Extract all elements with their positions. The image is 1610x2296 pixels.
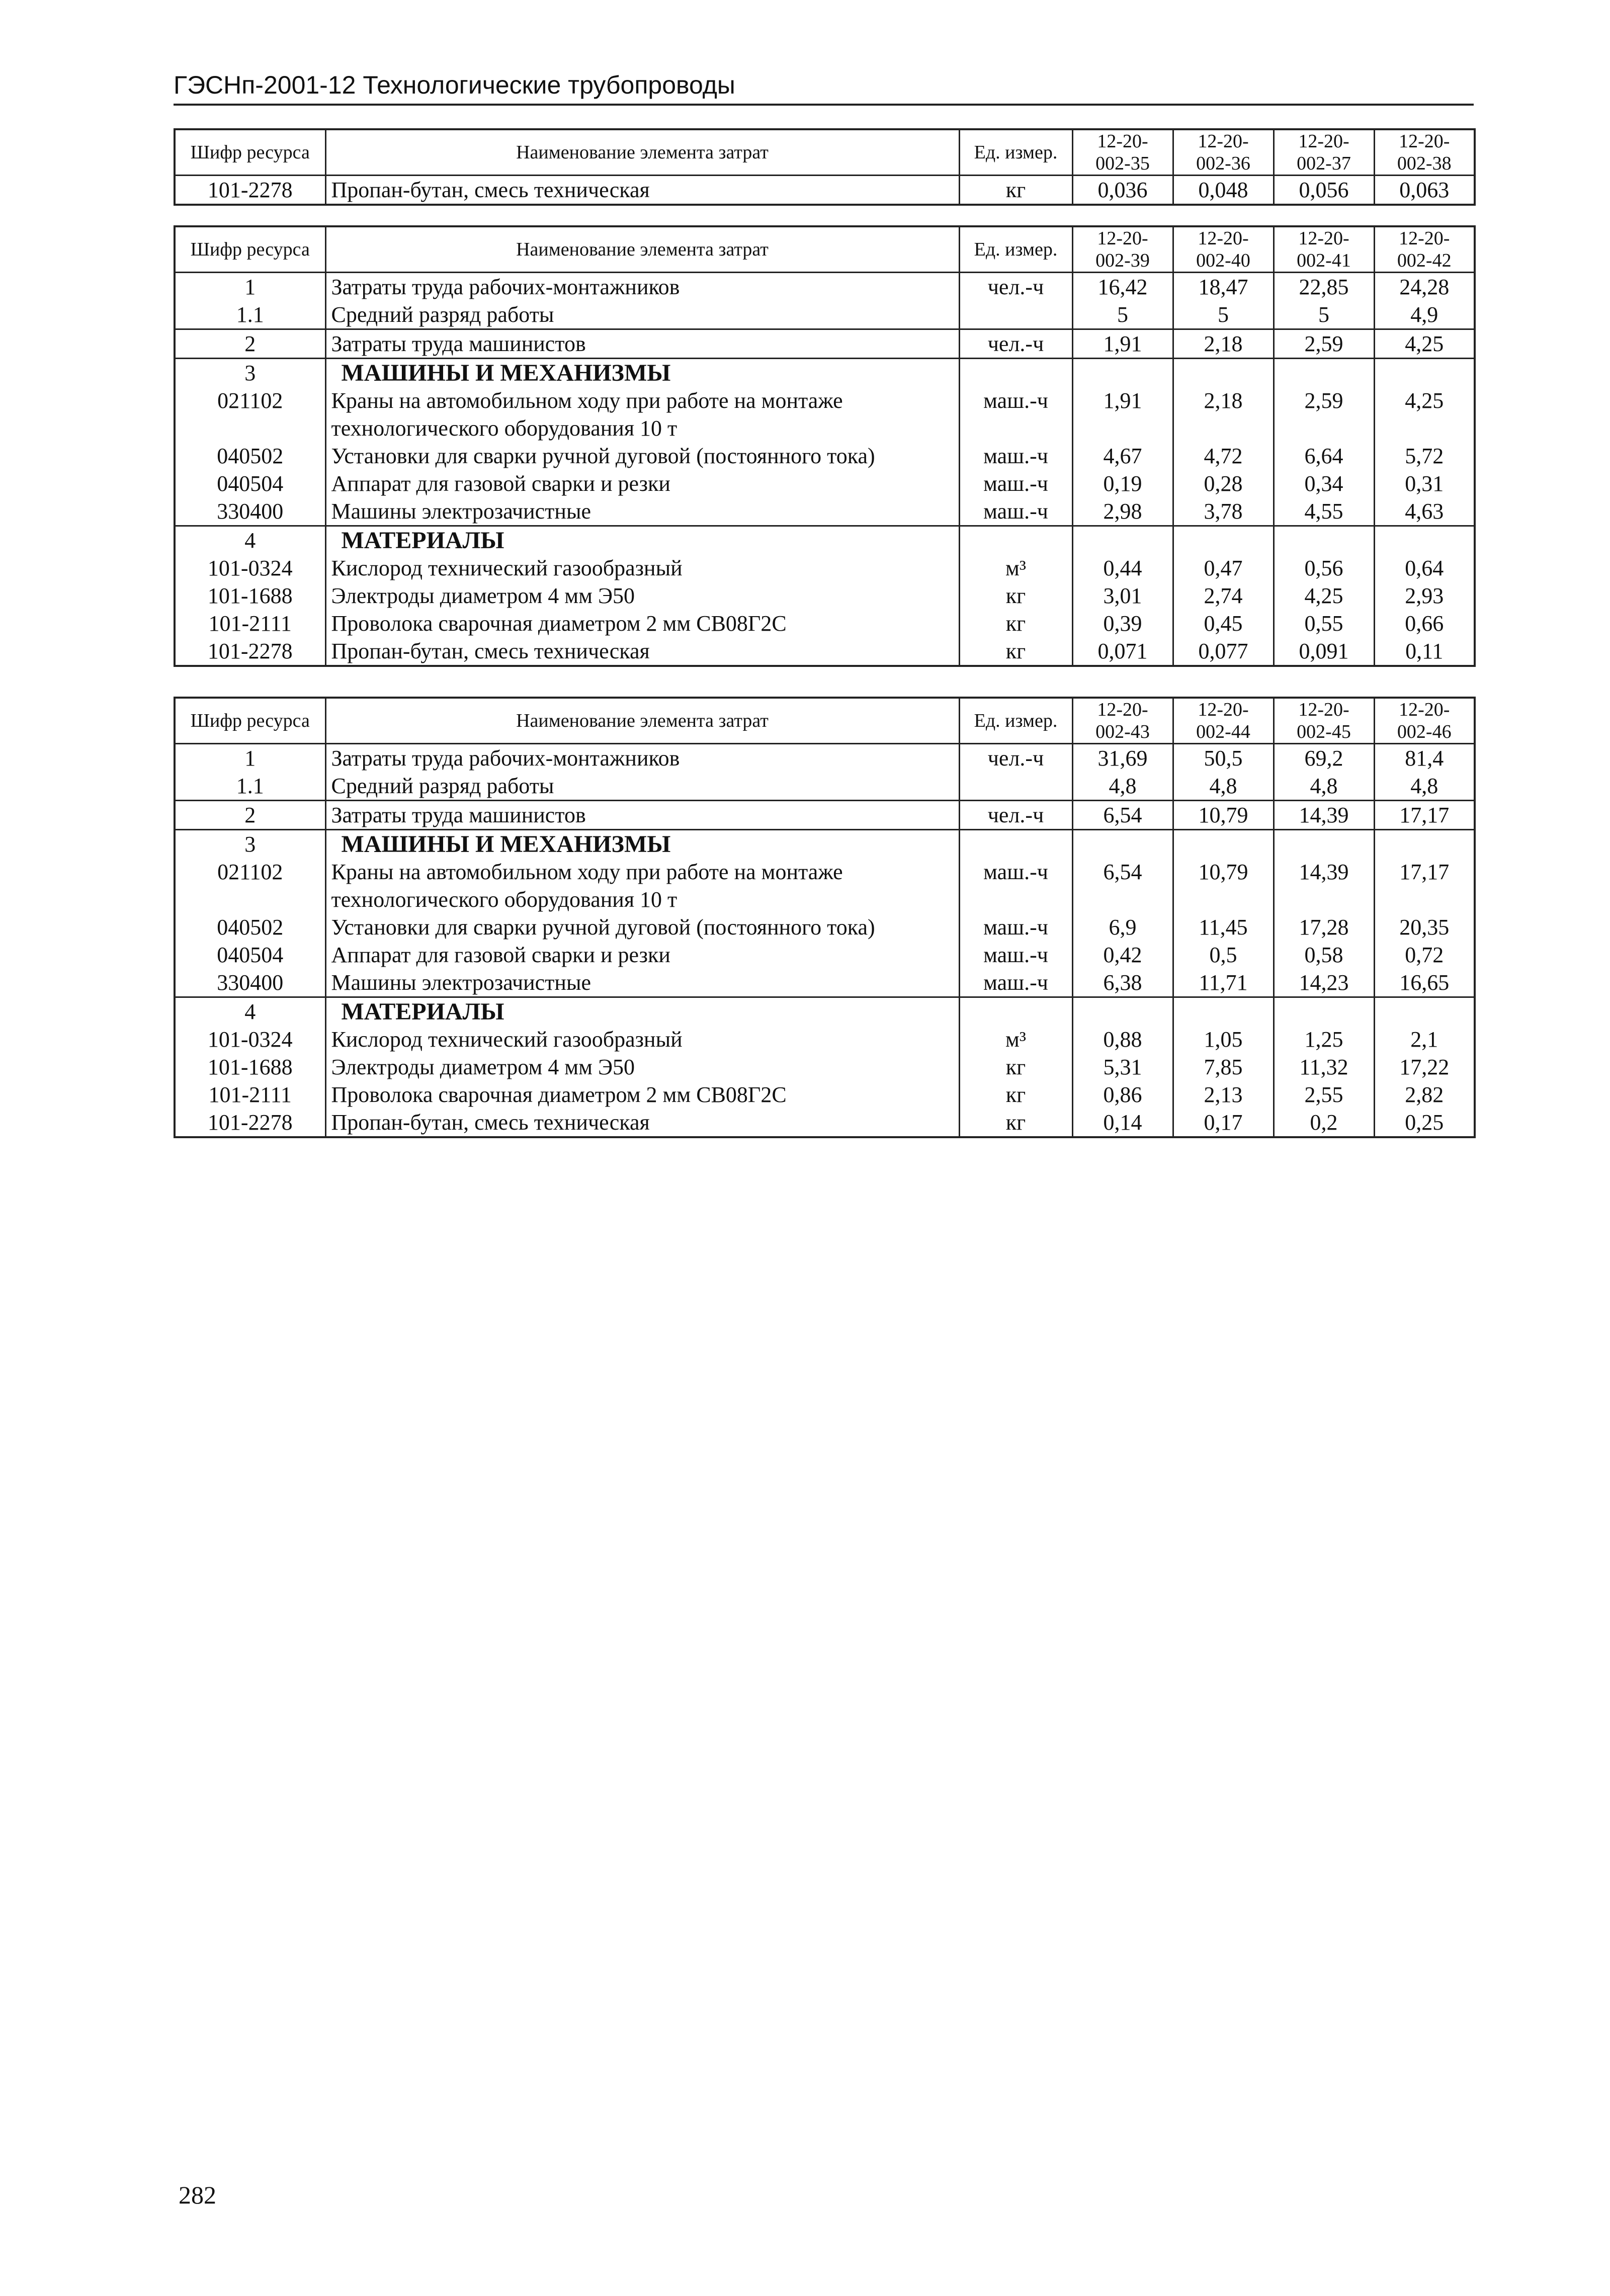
row-value: 11,45 xyxy=(1173,913,1274,941)
row-unit: маш.-ч xyxy=(959,470,1072,497)
row-unit: чел.-ч xyxy=(959,273,1072,301)
row-value xyxy=(1274,830,1374,859)
row-value xyxy=(1173,359,1274,387)
row-code: 040502 xyxy=(175,442,325,470)
row-name: Аппарат для газовой сварки и резки xyxy=(325,941,959,969)
row-value: 0,72 xyxy=(1374,941,1475,969)
row-value: 4,25 xyxy=(1374,387,1475,442)
row-name: Пропан-бутан, смесь техническая xyxy=(325,637,959,666)
col-header-norm-code: 12-20- 002-40 xyxy=(1173,226,1274,273)
col-header-norm-code: 12-20- 002-46 xyxy=(1374,698,1475,744)
row-value: 2,1 xyxy=(1374,1026,1475,1053)
row-value xyxy=(1072,526,1173,555)
col-header-norm-code: 12-20- 002-45 xyxy=(1274,698,1374,744)
row-value: 0,55 xyxy=(1274,610,1374,637)
row-value: 14,39 xyxy=(1274,801,1374,830)
col-header-unit: Ед. измер. xyxy=(959,226,1072,273)
row-value: 1,91 xyxy=(1072,387,1173,442)
table-row xyxy=(175,387,1475,442)
row-code: 4 xyxy=(175,526,325,555)
col-header-norm-code: 12-20- 002-42 xyxy=(1374,226,1475,273)
row-value: 22,85 xyxy=(1274,273,1374,301)
table-row xyxy=(175,554,1475,582)
row-value: 16,42 xyxy=(1072,273,1173,301)
row-code: 1.1 xyxy=(175,772,325,801)
row-value: 0,42 xyxy=(1072,941,1173,969)
row-value: 14,39 xyxy=(1274,858,1374,913)
row-unit: м³ xyxy=(959,554,1072,582)
row-name: Установки для сварки ручной дуговой (постоянного тока) xyxy=(325,442,959,470)
col-header-code: Шифр ресурса xyxy=(175,129,325,176)
row-name: МАТЕРИАЛЫ xyxy=(325,526,959,555)
row-unit: кг xyxy=(959,582,1072,610)
row-name: Кислород технический газообразный xyxy=(325,1026,959,1053)
row-code: 3 xyxy=(175,830,325,859)
row-name: Электроды диаметром 4 мм Э50 xyxy=(325,1053,959,1081)
page-number: 282 xyxy=(179,2181,216,2209)
row-code: 2 xyxy=(175,801,325,830)
row-value: 2,59 xyxy=(1274,387,1374,442)
col-header-norm-code: 12-20- 002-38 xyxy=(1374,129,1475,176)
row-unit: маш.-ч xyxy=(959,941,1072,969)
table-row xyxy=(175,830,1475,859)
table-row xyxy=(175,744,1475,773)
table-row xyxy=(175,801,1475,830)
row-value: 4,72 xyxy=(1173,442,1274,470)
row-value: 0,34 xyxy=(1274,470,1374,497)
col-header-code: Шифр ресурса xyxy=(175,226,325,273)
row-code: 101-0324 xyxy=(175,554,325,582)
row-value: 0,5 xyxy=(1173,941,1274,969)
row-value: 2,82 xyxy=(1374,1081,1475,1109)
row-code: 101-2111 xyxy=(175,1081,325,1109)
row-code: 4 xyxy=(175,997,325,1026)
row-value: 0,88 xyxy=(1072,1026,1173,1053)
row-value: 0,86 xyxy=(1072,1081,1173,1109)
row-code: 330400 xyxy=(175,497,325,526)
table-row xyxy=(175,526,1475,555)
table-row xyxy=(175,941,1475,969)
header-row xyxy=(175,698,1475,744)
row-value: 6,54 xyxy=(1072,858,1173,913)
row-unit xyxy=(959,359,1072,387)
row-value: 17,17 xyxy=(1374,801,1475,830)
resource-table-3 xyxy=(174,697,1476,1138)
row-name: Краны на автомобильном ходу при работе на монтаже технологического оборудования 10 т xyxy=(325,858,959,913)
table-row xyxy=(175,610,1475,637)
row-code: 101-1688 xyxy=(175,1053,325,1081)
row-value: 0,39 xyxy=(1072,610,1173,637)
row-value xyxy=(1173,526,1274,555)
row-value: 3,01 xyxy=(1072,582,1173,610)
row-unit: маш.-ч xyxy=(959,858,1072,913)
row-code: 2 xyxy=(175,329,325,359)
row-unit xyxy=(959,526,1072,555)
row-value: 0,47 xyxy=(1173,554,1274,582)
row-value xyxy=(1173,830,1274,859)
col-header-norm-code: 12-20- 002-44 xyxy=(1173,698,1274,744)
row-value: 2,93 xyxy=(1374,582,1475,610)
col-header-norm-code: 12-20- 002-37 xyxy=(1274,129,1374,176)
row-value: 0,45 xyxy=(1173,610,1274,637)
table-row xyxy=(175,1053,1475,1081)
header-row xyxy=(175,129,1475,176)
row-value: 17,28 xyxy=(1274,913,1374,941)
table-row xyxy=(175,969,1475,997)
row-unit: кг xyxy=(959,176,1072,205)
row-value: 10,79 xyxy=(1173,858,1274,913)
table-row xyxy=(175,497,1475,526)
row-value: 0,2 xyxy=(1274,1109,1374,1137)
row-name: МАТЕРИАЛЫ xyxy=(325,997,959,1026)
table-row xyxy=(175,359,1475,387)
table-row xyxy=(175,1026,1475,1053)
row-value xyxy=(1274,526,1374,555)
row-value: 2,59 xyxy=(1274,329,1374,359)
row-value: 6,9 xyxy=(1072,913,1173,941)
row-unit: маш.-ч xyxy=(959,387,1072,442)
row-code: 101-2278 xyxy=(175,176,325,205)
table-row xyxy=(175,582,1475,610)
row-code: 3 xyxy=(175,359,325,387)
row-value: 1,25 xyxy=(1274,1026,1374,1053)
row-unit: маш.-ч xyxy=(959,969,1072,997)
row-value: 4,8 xyxy=(1374,772,1475,801)
row-value: 6,38 xyxy=(1072,969,1173,997)
table-row xyxy=(175,1109,1475,1137)
table-row xyxy=(175,913,1475,941)
row-name: Затраты труда машинистов xyxy=(325,329,959,359)
row-value: 31,69 xyxy=(1072,744,1173,773)
col-header-unit: Ед. измер. xyxy=(959,129,1072,176)
row-value: 0,11 xyxy=(1374,637,1475,666)
row-code: 101-2278 xyxy=(175,1109,325,1137)
row-value: 0,66 xyxy=(1374,610,1475,637)
row-name: Затраты труда рабочих-монтажников xyxy=(325,744,959,773)
row-value xyxy=(1274,359,1374,387)
table-row xyxy=(175,997,1475,1026)
row-value: 24,28 xyxy=(1374,273,1475,301)
row-value: 20,35 xyxy=(1374,913,1475,941)
row-value: 17,17 xyxy=(1374,858,1475,913)
row-unit: маш.-ч xyxy=(959,913,1072,941)
row-code: 330400 xyxy=(175,969,325,997)
col-header-norm-code: 12-20- 002-43 xyxy=(1072,698,1173,744)
row-value: 4,25 xyxy=(1374,329,1475,359)
row-unit: чел.-ч xyxy=(959,801,1072,830)
row-name: Затраты труда машинистов xyxy=(325,801,959,830)
row-value: 0,25 xyxy=(1374,1109,1475,1137)
row-value: 2,74 xyxy=(1173,582,1274,610)
row-name: Электроды диаметром 4 мм Э50 xyxy=(325,582,959,610)
row-name: Машины электрозачистные xyxy=(325,969,959,997)
row-value: 6,64 xyxy=(1274,442,1374,470)
row-unit: кг xyxy=(959,610,1072,637)
row-name: Краны на автомобильном ходу при работе на монтаже технологического оборудования 10 т xyxy=(325,387,959,442)
row-code: 040502 xyxy=(175,913,325,941)
row-name: Средний разряд работы xyxy=(325,772,959,801)
row-value: 2,18 xyxy=(1173,387,1274,442)
row-name: Проволока сварочная диаметром 2 мм СВ08Г2С xyxy=(325,1081,959,1109)
row-unit xyxy=(959,772,1072,801)
table-row xyxy=(175,176,1475,205)
col-header-unit: Ед. измер. xyxy=(959,698,1072,744)
table-row xyxy=(175,637,1475,666)
row-value: 4,8 xyxy=(1274,772,1374,801)
row-value: 11,71 xyxy=(1173,969,1274,997)
row-value: 0,077 xyxy=(1173,637,1274,666)
row-unit: м³ xyxy=(959,1026,1072,1053)
row-code: 101-2111 xyxy=(175,610,325,637)
row-value: 4,63 xyxy=(1374,497,1475,526)
row-value: 17,22 xyxy=(1374,1053,1475,1081)
row-value: 0,036 xyxy=(1072,176,1173,205)
row-value: 6,54 xyxy=(1072,801,1173,830)
row-value xyxy=(1374,359,1475,387)
row-code: 1 xyxy=(175,273,325,301)
row-unit xyxy=(959,830,1072,859)
row-value: 0,28 xyxy=(1173,470,1274,497)
row-value: 0,64 xyxy=(1374,554,1475,582)
row-unit: кг xyxy=(959,1053,1072,1081)
row-value: 5,72 xyxy=(1374,442,1475,470)
row-value: 0,071 xyxy=(1072,637,1173,666)
row-name: Аппарат для газовой сварки и резки xyxy=(325,470,959,497)
row-value: 0,063 xyxy=(1374,176,1475,205)
row-unit xyxy=(959,997,1072,1026)
row-value: 0,19 xyxy=(1072,470,1173,497)
row-value: 0,44 xyxy=(1072,554,1173,582)
table-row xyxy=(175,329,1475,359)
row-name: Средний разряд работы xyxy=(325,301,959,329)
row-name: Пропан-бутан, смесь техническая xyxy=(325,176,959,205)
row-name: Затраты труда рабочих-монтажников xyxy=(325,273,959,301)
row-value: 0,14 xyxy=(1072,1109,1173,1137)
row-name: МАШИНЫ И МЕХАНИЗМЫ xyxy=(325,830,959,859)
table-row xyxy=(175,772,1475,801)
row-value: 50,5 xyxy=(1173,744,1274,773)
col-header-norm-code: 12-20- 002-41 xyxy=(1274,226,1374,273)
table-row xyxy=(175,273,1475,301)
row-unit: чел.-ч xyxy=(959,329,1072,359)
row-name: Проволока сварочная диаметром 2 мм СВ08Г2С xyxy=(325,610,959,637)
row-value xyxy=(1374,997,1475,1026)
row-code: 021102 xyxy=(175,858,325,913)
row-name: Машины электрозачистные xyxy=(325,497,959,526)
row-unit: кг xyxy=(959,1081,1072,1109)
row-value: 2,18 xyxy=(1173,329,1274,359)
row-value: 5 xyxy=(1072,301,1173,329)
row-value: 81,4 xyxy=(1374,744,1475,773)
row-value: 5,31 xyxy=(1072,1053,1173,1081)
row-value: 0,048 xyxy=(1173,176,1274,205)
row-code: 101-2278 xyxy=(175,637,325,666)
row-name: Кислород технический газообразный xyxy=(325,554,959,582)
row-value: 4,8 xyxy=(1173,772,1274,801)
row-value: 4,25 xyxy=(1274,582,1374,610)
row-value xyxy=(1374,526,1475,555)
row-unit xyxy=(959,301,1072,329)
row-value: 1,91 xyxy=(1072,329,1173,359)
row-code: 040504 xyxy=(175,470,325,497)
table-row xyxy=(175,858,1475,913)
row-value: 0,56 xyxy=(1274,554,1374,582)
row-name: Установки для сварки ручной дуговой (постоянного тока) xyxy=(325,913,959,941)
row-code: 1.1 xyxy=(175,301,325,329)
row-value xyxy=(1072,997,1173,1026)
row-unit: маш.-ч xyxy=(959,497,1072,526)
row-code: 1 xyxy=(175,744,325,773)
row-value: 4,55 xyxy=(1274,497,1374,526)
row-value: 2,98 xyxy=(1072,497,1173,526)
row-value: 4,67 xyxy=(1072,442,1173,470)
resource-table-2 xyxy=(174,225,1476,667)
row-value: 3,78 xyxy=(1173,497,1274,526)
row-value: 7,85 xyxy=(1173,1053,1274,1081)
row-value: 0,091 xyxy=(1274,637,1374,666)
row-value: 16,65 xyxy=(1374,969,1475,997)
row-value: 4,8 xyxy=(1072,772,1173,801)
row-value xyxy=(1274,997,1374,1026)
table-row xyxy=(175,470,1475,497)
row-name: Пропан-бутан, смесь техническая xyxy=(325,1109,959,1137)
table-row xyxy=(175,1081,1475,1109)
row-code: 021102 xyxy=(175,387,325,442)
table-row xyxy=(175,442,1475,470)
row-value xyxy=(1173,997,1274,1026)
row-unit: кг xyxy=(959,1109,1072,1137)
row-value: 4,9 xyxy=(1374,301,1475,329)
col-header-norm-code: 12-20- 002-35 xyxy=(1072,129,1173,176)
row-unit: чел.-ч xyxy=(959,744,1072,773)
table-row xyxy=(175,301,1475,329)
row-unit: кг xyxy=(959,637,1072,666)
row-value xyxy=(1072,830,1173,859)
row-value: 5 xyxy=(1173,301,1274,329)
row-value: 18,47 xyxy=(1173,273,1274,301)
row-code: 101-0324 xyxy=(175,1026,325,1053)
row-value: 0,58 xyxy=(1274,941,1374,969)
row-value: 0,056 xyxy=(1274,176,1374,205)
row-value: 0,31 xyxy=(1374,470,1475,497)
row-value: 1,05 xyxy=(1173,1026,1274,1053)
col-header-code: Шифр ресурса xyxy=(175,698,325,744)
col-header-name: Наименование элемента затрат xyxy=(325,698,959,744)
col-header-name: Наименование элемента затрат xyxy=(325,226,959,273)
row-value: 2,13 xyxy=(1173,1081,1274,1109)
row-value: 5 xyxy=(1274,301,1374,329)
row-value: 14,23 xyxy=(1274,969,1374,997)
row-value xyxy=(1374,830,1475,859)
row-unit: маш.-ч xyxy=(959,442,1072,470)
row-value: 0,17 xyxy=(1173,1109,1274,1137)
row-code: 101-1688 xyxy=(175,582,325,610)
col-header-norm-code: 12-20- 002-39 xyxy=(1072,226,1173,273)
row-name: МАШИНЫ И МЕХАНИЗМЫ xyxy=(325,359,959,387)
col-header-norm-code: 12-20- 002-36 xyxy=(1173,129,1274,176)
col-header-name: Наименование элемента затрат xyxy=(325,129,959,176)
page-header: ГЭСНп-2001-12 Технологические трубопроводы xyxy=(174,70,1474,106)
header-row xyxy=(175,226,1475,273)
row-value xyxy=(1072,359,1173,387)
row-code: 040504 xyxy=(175,941,325,969)
row-value: 69,2 xyxy=(1274,744,1374,773)
resource-table-1 xyxy=(174,128,1476,206)
row-value: 2,55 xyxy=(1274,1081,1374,1109)
row-value: 11,32 xyxy=(1274,1053,1374,1081)
row-value: 10,79 xyxy=(1173,801,1274,830)
